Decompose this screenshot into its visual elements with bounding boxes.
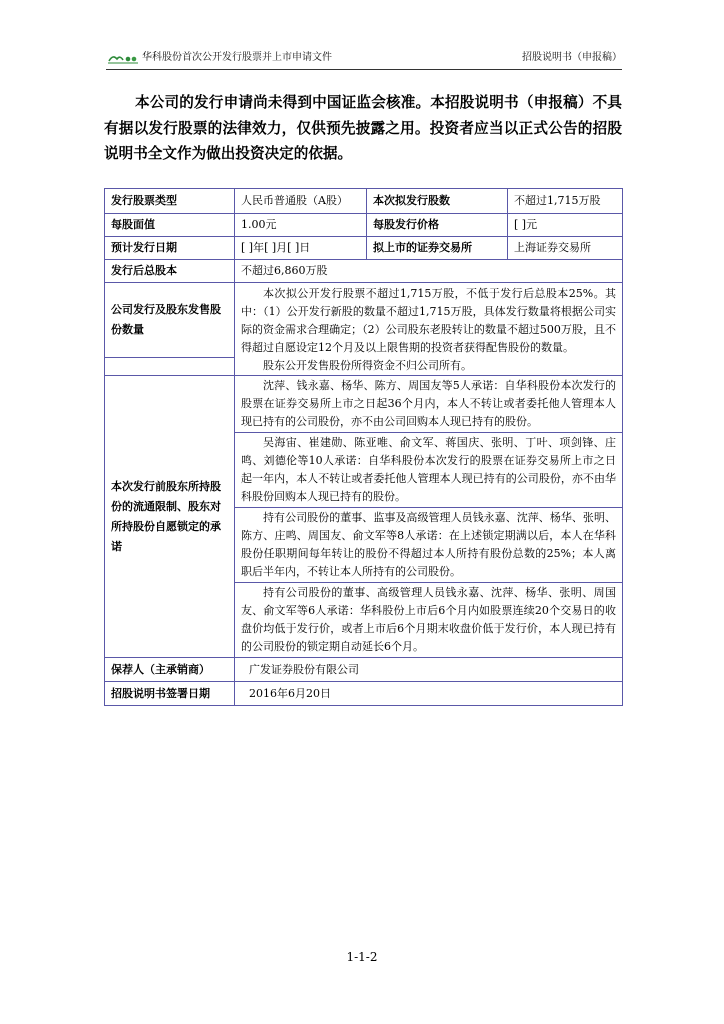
sponsor-label: 保荐人（主承销商） xyxy=(105,658,235,682)
lockup-commitment-1: 沈萍、钱永嘉、杨华、陈方、周国友等5人承诺：自华科股份本次发行的股票在证券交易所上市之日起36个月内，本人不转让或者委托他人管理本人现已持有的公司股份，亦不由公司回购本人现已持有的股份。 xyxy=(235,376,623,433)
table-row xyxy=(105,682,623,706)
proceeds-note: 股东公开发售股份所得资金不归公司所有。 xyxy=(235,357,623,376)
huake-logo-icon xyxy=(108,52,138,64)
header-divider xyxy=(106,69,622,70)
total-capital-value: 不超过6,860万股 xyxy=(235,260,623,283)
lockup-commitment-label: 本次发行前股东所持股份的流通限制、股东对所持股份自愿锁定的承诺 xyxy=(105,376,235,658)
issue-date-label: 预计发行日期 xyxy=(105,237,235,260)
table-row xyxy=(105,357,623,376)
lockup-commitment-4: 持有公司股份的董事、高级管理人员钱永嘉、沈萍、杨华、张明、周国友、俞文军等6人承诺：华科股份上市后6个月内如股票连续20个交易日的收盘价均低于发行价，或者上市后6个月期末收盘价低于发行价，本人现已持有的公司股份的锁定期自动延长6个月。 xyxy=(235,583,623,658)
par-value-label: 每股面值 xyxy=(105,214,235,237)
issue-price-value: [ ]元 xyxy=(508,214,623,237)
header-document-title: 华科股份首次公开发行股票并上市申请文件 xyxy=(142,52,332,63)
page-number: 1-1-2 xyxy=(346,950,378,964)
offering-quantity-detail: 本次拟公开发行股票不超过1,715万股，不低于发行后总股本25%。其中：（1）公开发行新股的数量不超过1,715万股，具体发行数量将根据公司实际的资金需求合理确定；（2）公司股东老股转让的数量不超过500万股，且不得超过自愿设定12个月及以上限售期的投资者获得配售股份的数量。 xyxy=(235,283,623,358)
table-row xyxy=(105,260,623,283)
spacer-cell xyxy=(105,357,235,376)
table-row xyxy=(105,376,623,433)
stock-type-label: 发行股票类型 xyxy=(105,189,235,214)
sponsor-value: 广发证券股份有限公司 xyxy=(235,658,623,682)
header-document-type: 招股说明书（申报稿） xyxy=(522,52,622,63)
exchange-value: 上海证券交易所 xyxy=(508,237,623,260)
table-row xyxy=(105,189,623,214)
offering-quantity-label: 公司发行及股东发售股份数量 xyxy=(105,283,235,358)
total-capital-label: 发行后总股本 xyxy=(105,260,235,283)
table-row xyxy=(105,283,623,358)
issue-shares-label: 本次拟发行股数 xyxy=(367,189,508,214)
table-row xyxy=(105,237,623,260)
lockup-commitment-3: 持有公司股份的董事、监事及高级管理人员钱永嘉、沈萍、杨华、张明、陈方、庄鸣、周国友、俞文军等8人承诺：在上述锁定期满以后，本人在华科股份任职期间每年转让的股份不得超过本人所持有股份总数的25%；本人离职后半年内，不转让本人所持有的公司股份。 xyxy=(235,508,623,583)
issue-date-value: [ ]年[ ]月[ ]日 xyxy=(235,237,367,260)
signing-date-label: 招股说明书签署日期 xyxy=(105,682,235,706)
regulatory-notice: 本公司的发行申请尚未得到中国证监会核准。本招股说明书（申报稿）不具有据以发行股票的法律效力，仅供预先披露之用。投资者应当以正式公告的招股说明书全文作为做出投资决定的依据。 xyxy=(104,94,622,162)
signing-date-value: 2016年6月20日 xyxy=(235,682,623,706)
offering-summary-table xyxy=(104,188,623,706)
table-row xyxy=(105,658,623,682)
page-header xyxy=(106,51,622,67)
stock-type-value: 人民币普通股（A股） xyxy=(235,189,367,214)
par-value-value: 1.00元 xyxy=(235,214,367,237)
lockup-commitment-2: 吴海宙、崔建勋、陈亚唯、俞文军、蒋国庆、张明、丁叶、项剑锋、庄鸣、刘德伦等10人承诺：自华科股份本次发行的股票在证券交易所上市之日起一年内，本人不转让或者委托他人管理本人现已持有的公司股份，亦不由华科股份回购本人现已持有的股份。 xyxy=(235,433,623,508)
issue-price-label: 每股发行价格 xyxy=(367,214,508,237)
exchange-label: 拟上市的证券交易所 xyxy=(367,237,508,260)
issue-shares-value: 不超过1,715万股 xyxy=(508,189,623,214)
table-row xyxy=(105,214,623,237)
